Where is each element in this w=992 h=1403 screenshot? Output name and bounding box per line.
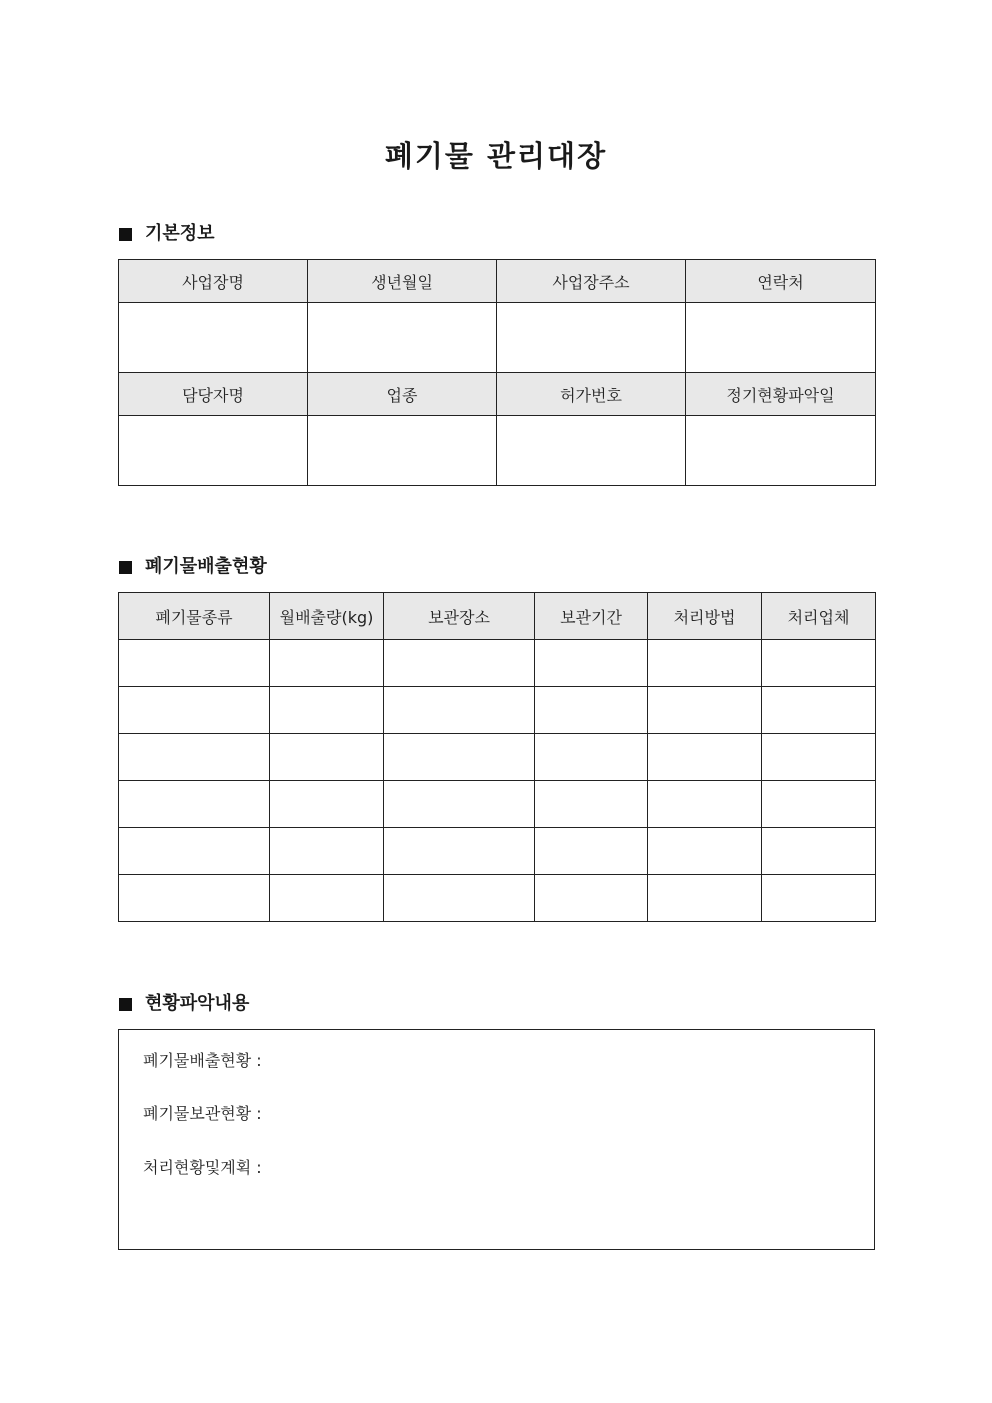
table-row [119,734,876,781]
table-cell[interactable] [119,687,270,734]
status-line-treatment-plan: 처리현황및계획 : [143,1158,262,1177]
table-cell[interactable] [762,687,876,734]
header-cell-business-address: 사업장주소 [497,260,686,303]
header-cell-industry: 업종 [308,373,497,416]
table-cell[interactable] [762,875,876,922]
input-cell-birth-date[interactable] [308,303,497,373]
header-cell-monthly-output: 월배출량(kg) [270,593,384,640]
page-title: 폐기물 관리대장 [384,139,608,173]
table-cell[interactable] [270,640,384,687]
input-cell-business-address[interactable] [497,303,686,373]
table-cell[interactable] [270,734,384,781]
table-cell[interactable] [119,734,270,781]
table-cell[interactable] [648,828,762,875]
input-cell-business-name[interactable] [119,303,308,373]
header-cell-contact: 연락처 [686,260,876,303]
table-cell[interactable] [270,781,384,828]
table-cell[interactable] [535,875,648,922]
input-cell-inspection-date[interactable] [686,416,876,486]
table-cell[interactable] [119,781,270,828]
table-cell[interactable] [762,640,876,687]
table-cell[interactable] [535,828,648,875]
table-row [119,828,876,875]
black-square-icon [119,998,132,1011]
section-heading-waste-output [119,555,267,579]
input-cell-manager-name[interactable] [119,416,308,486]
table-cell[interactable] [648,687,762,734]
table-cell[interactable] [648,734,762,781]
table-cell[interactable] [535,640,648,687]
section-title: 기본정보 [145,223,215,244]
table-cell[interactable] [384,875,535,922]
header-cell-birth-date: 생년월일 [308,260,497,303]
header-cell-permit-number: 허가번호 [497,373,686,416]
header-cell-waste-type: 폐기물종류 [119,593,270,640]
table-cell[interactable] [384,640,535,687]
table-cell[interactable] [762,828,876,875]
table-cell[interactable] [648,875,762,922]
input-cell-permit-number[interactable] [497,416,686,486]
waste-output-table [118,592,876,922]
status-details-box[interactable] [118,1029,875,1250]
table-cell[interactable] [119,828,270,875]
table-header-row [119,373,876,416]
table-cell[interactable] [648,640,762,687]
table-cell[interactable] [270,875,384,922]
header-cell-storage-period: 보관기간 [535,593,648,640]
table-row [119,416,876,486]
table-row [119,875,876,922]
basic-info-table [118,259,876,486]
table-header-row [119,260,876,303]
table-cell[interactable] [384,828,535,875]
section-title: 폐기물배출현황 [145,556,267,577]
status-line-waste-storage: 폐기물보관현황 : [143,1104,262,1123]
table-cell[interactable] [119,640,270,687]
black-square-icon [119,228,132,241]
table-row [119,640,876,687]
table-cell[interactable] [270,828,384,875]
table-cell[interactable] [384,734,535,781]
table-row [119,303,876,373]
table-cell[interactable] [384,781,535,828]
table-cell[interactable] [762,734,876,781]
table-row [119,687,876,734]
status-line-waste-output: 폐기물배출현황 : [143,1051,262,1070]
table-cell[interactable] [384,687,535,734]
header-cell-storage-place: 보관장소 [384,593,535,640]
header-cell-inspection-date: 정기현황파악일 [686,373,876,416]
header-cell-treatment-company: 처리업체 [762,593,876,640]
table-row [119,781,876,828]
table-cell[interactable] [648,781,762,828]
header-cell-business-name: 사업장명 [119,260,308,303]
header-cell-manager-name: 담당자명 [119,373,308,416]
table-cell[interactable] [535,734,648,781]
header-cell-treatment-method: 처리방법 [648,593,762,640]
table-cell[interactable] [119,875,270,922]
section-title: 현황파악내용 [145,993,250,1014]
table-cell[interactable] [535,781,648,828]
table-header-row [119,593,876,640]
table-cell[interactable] [270,687,384,734]
table-cell[interactable] [535,687,648,734]
table-cell[interactable] [762,781,876,828]
section-heading-basic-info [119,222,215,246]
input-cell-contact[interactable] [686,303,876,373]
black-square-icon [119,561,132,574]
input-cell-industry[interactable] [308,416,497,486]
section-heading-status-details [119,992,249,1016]
